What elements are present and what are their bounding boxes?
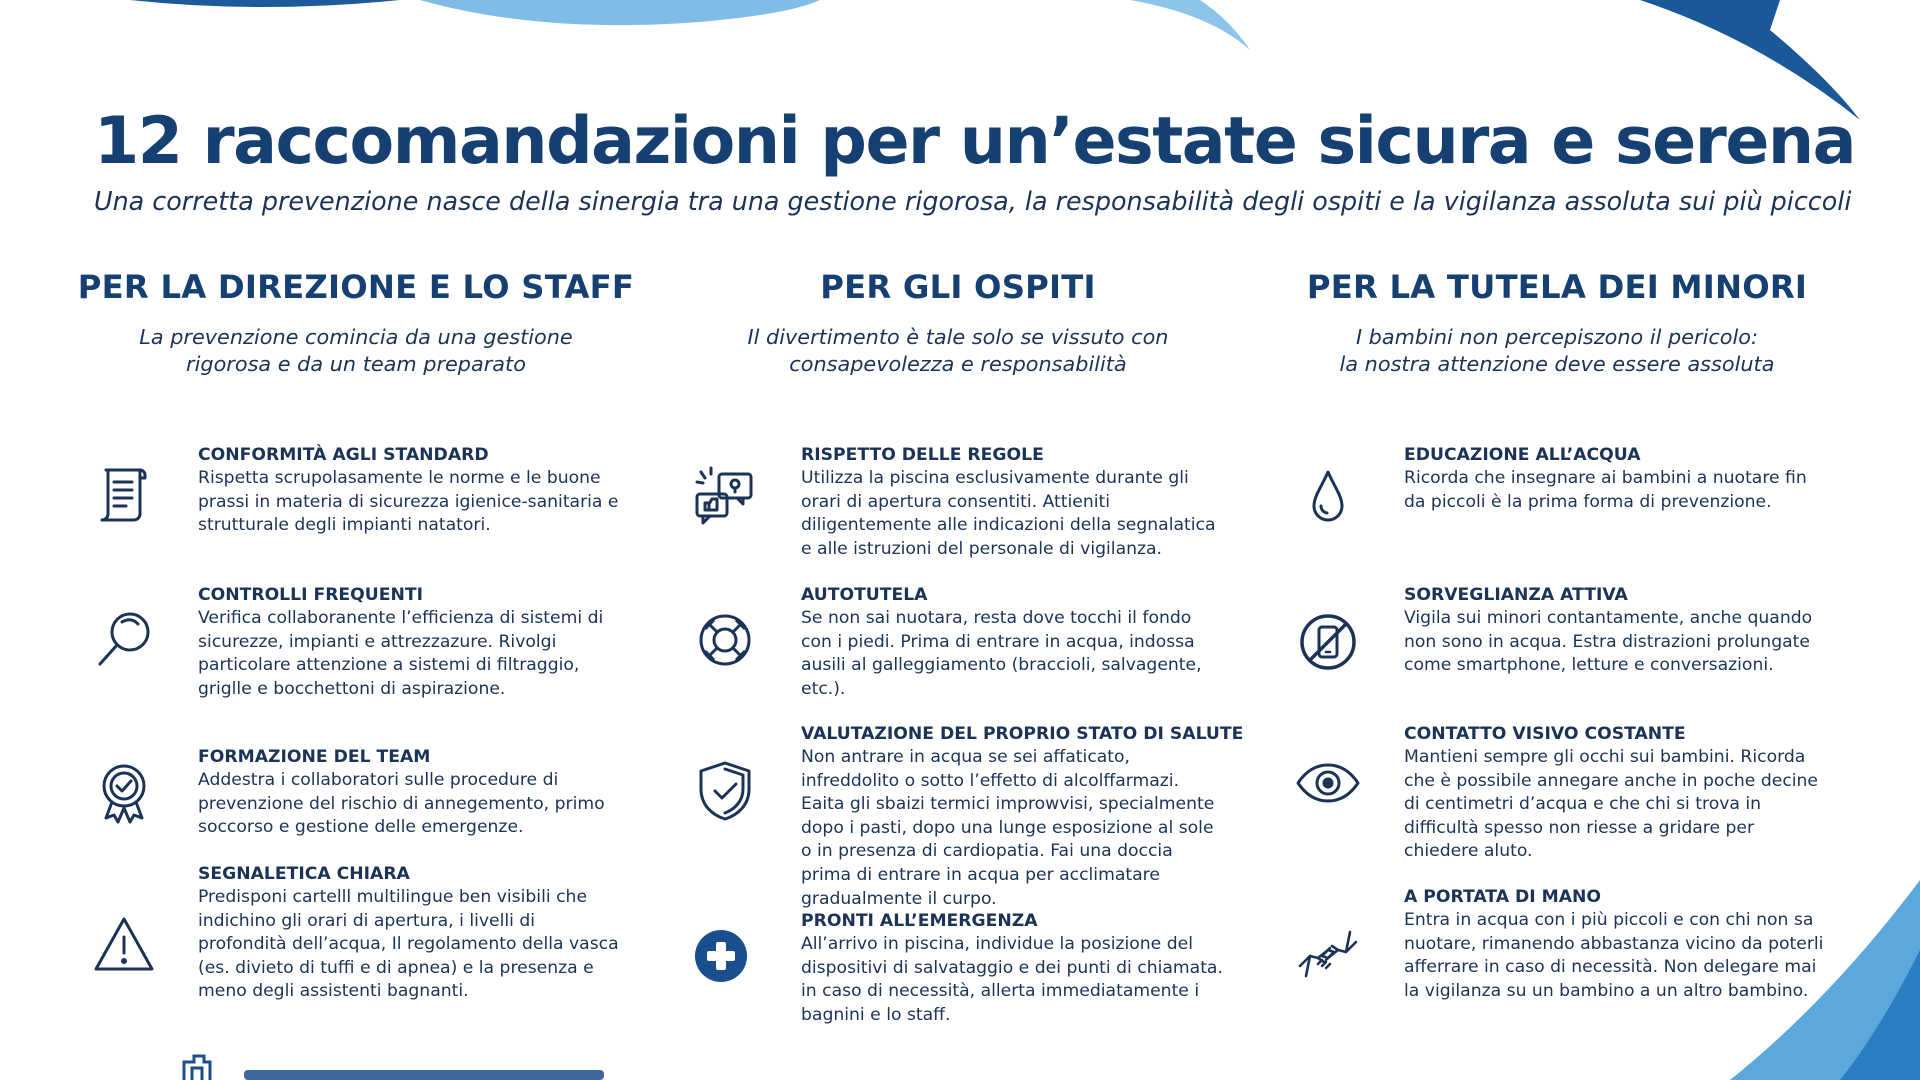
item-text: All’arrivo in piscina, individue la posizione del dispositivi di salvataggio e dei punti di chiamata. in caso di necessità, allerta immediatamente i bagnini e lo staff. [801, 934, 1223, 1025]
helping-hands-icon [1296, 922, 1360, 986]
page-subtitle: Una corretta prevenzione nasce della sinergia tra una gestione rigorosa, la responsabilità degli ospiti e la vigilanza assoluta sui più piccoli [94, 186, 1852, 216]
item-text: Vigila sui minori contantamente, anche quando non sono in acqua. Estra distrazioni prolungate come smartphone, letture e conversazioni. [1404, 608, 1813, 676]
page-title: 12 raccomandazioni per un’estate sicura e serena [94, 104, 1856, 179]
subheading-line: rigorosa e da un team preparato [186, 352, 526, 376]
water-drop-icon [1296, 466, 1360, 530]
document-scroll-icon [92, 462, 156, 526]
column-heading: PER LA TUTELA DEI MINORI [1306, 268, 1808, 306]
subheading-line: I bambini non percepiszono il pericolo: [1355, 325, 1759, 349]
column-subheading [678, 324, 1238, 378]
no-smartphone-icon [1296, 610, 1360, 674]
medical-cross-icon [693, 922, 757, 986]
item-text: Entra in acqua con i più piccoli e con chi non sa nuotare, rimanendo abbastanza vicino da poterli afferrare in caso di necessità. Non delegare mai la vigilanza su un bambino a un altro bambino. [1404, 910, 1824, 1001]
item-title: A PORTATA DI MANO [1404, 887, 1602, 907]
column-minors-header [1277, 268, 1837, 378]
eye-icon [1296, 751, 1360, 815]
item-title: PRONTI ALL’EMERGENZA [801, 911, 1038, 931]
column-heading: PER GLI OSPITI [820, 268, 1096, 306]
lifebuoy-icon [693, 608, 757, 672]
subheading-line: la nostra attenzione deve essere assoluta [1339, 352, 1775, 376]
item-text: Utilizza la piscina esclusivamente durante gli orari di apertura consentiti. Attieniti diligentemente alle indicazioni della segnalatica e alle istruzioni del personale di vigilanza. [801, 468, 1216, 559]
warning-triangle-icon [92, 913, 156, 977]
subheading-line: La prevenzione comincia da una gestione [139, 325, 573, 349]
subheading-line: Il divertimento è tale solo se vissuto con [747, 325, 1169, 349]
item-title: CONFORMITÀ AGLI STANDARD [198, 445, 489, 465]
item-title: FORMAZIONE DEL TEAM [198, 747, 431, 767]
item-text: Predisponi cartelll multilingue ben visibili che indichino gli orari di apertura, i livelli di profondità dell’acqua, Il regolamento della vasca (es. divieto di tuffi e di apnea) e la presenza e meno degli assistenti bagnanti. [198, 887, 619, 1002]
shield-check-icon [693, 759, 757, 823]
column-heading: PER LA DIREZIONE E LO STAFF [77, 268, 635, 306]
footer-logo [180, 1052, 780, 1080]
item-title: SORVEGLIANZA ATTIVA [1404, 585, 1628, 605]
column-guests-header [678, 268, 1238, 378]
item-title: CONTATTO VISIVO COSTANTE [1404, 724, 1686, 744]
award-badge-icon [92, 760, 156, 824]
magnifier-icon [92, 608, 156, 672]
item-text: Mantieni sempre gli occhi sui bambini. Ricorda che è possibile annegare anche in poche decine di centimetri d’acqua e che chi si trova in difficultà spesso non riesse a gridare per chiedere aluto. [1404, 747, 1819, 862]
column-staff-header [76, 268, 636, 378]
item-text: Non antrare in acqua se sei affaticato, infreddolito o sotto l’effetto di alcolffarmazi. Eaita gli sbaizi termici improwvisi, specialmente dopo i pasti, dopo una lunge esposizione al sole o in presenza di cardiopatia. Fai una doccia prima di entrare in acqua per acclimatare gradualmente il curpo. [801, 747, 1215, 909]
item-title: AUTOTUTELA [801, 585, 928, 605]
item-title: SEGNALETICA CHIARA [198, 864, 410, 884]
item-title: CONTROLLI FREQUENTI [198, 585, 423, 605]
item-text: Addestra i collaboratori sulle procedure di prevenzione del rischio di annegemento, primo soccorso e gestione delle emergenze. [198, 770, 605, 838]
item-text: Rispetta scrupolasamente le norme e le buone prassi in materia di sicurezza igienice-sanitaria e strutturale degli impianti natatori. [198, 468, 619, 536]
column-subheading [76, 324, 636, 378]
item-title: RISPETTO DELLE REGOLE [801, 445, 1044, 465]
item-title: VALUTAZIONE DEL PROPRIO STATO DI SALUTE [801, 724, 1244, 744]
item-text: Se non sai nuotara, resta dove tocchi il fondo con i piedi. Prima di entrare in acqua, indossa ausili al galleggiamento (braccioli, salvagente, etc.). [801, 608, 1202, 699]
chat-feedback-icon [693, 464, 757, 528]
item-text: Ricorda che insegnare ai bambini a nuotare fin da piccoli è la prima forma di prevenzione. [1404, 468, 1807, 512]
item-title: EDUCAZIONE ALL’ACQUA [1404, 445, 1641, 465]
subheading-line: consapevolezza e responsabilità [789, 352, 1127, 376]
column-subheading [1277, 324, 1837, 378]
item-text: Verifica collaboranente l’efficienza di sistemi di sicurezze, impianti e attrezzazure. Rivolgi particolare attenzione a sistemi di filtraggio, griglle e bocchettoni di aspirazione. [198, 608, 604, 699]
